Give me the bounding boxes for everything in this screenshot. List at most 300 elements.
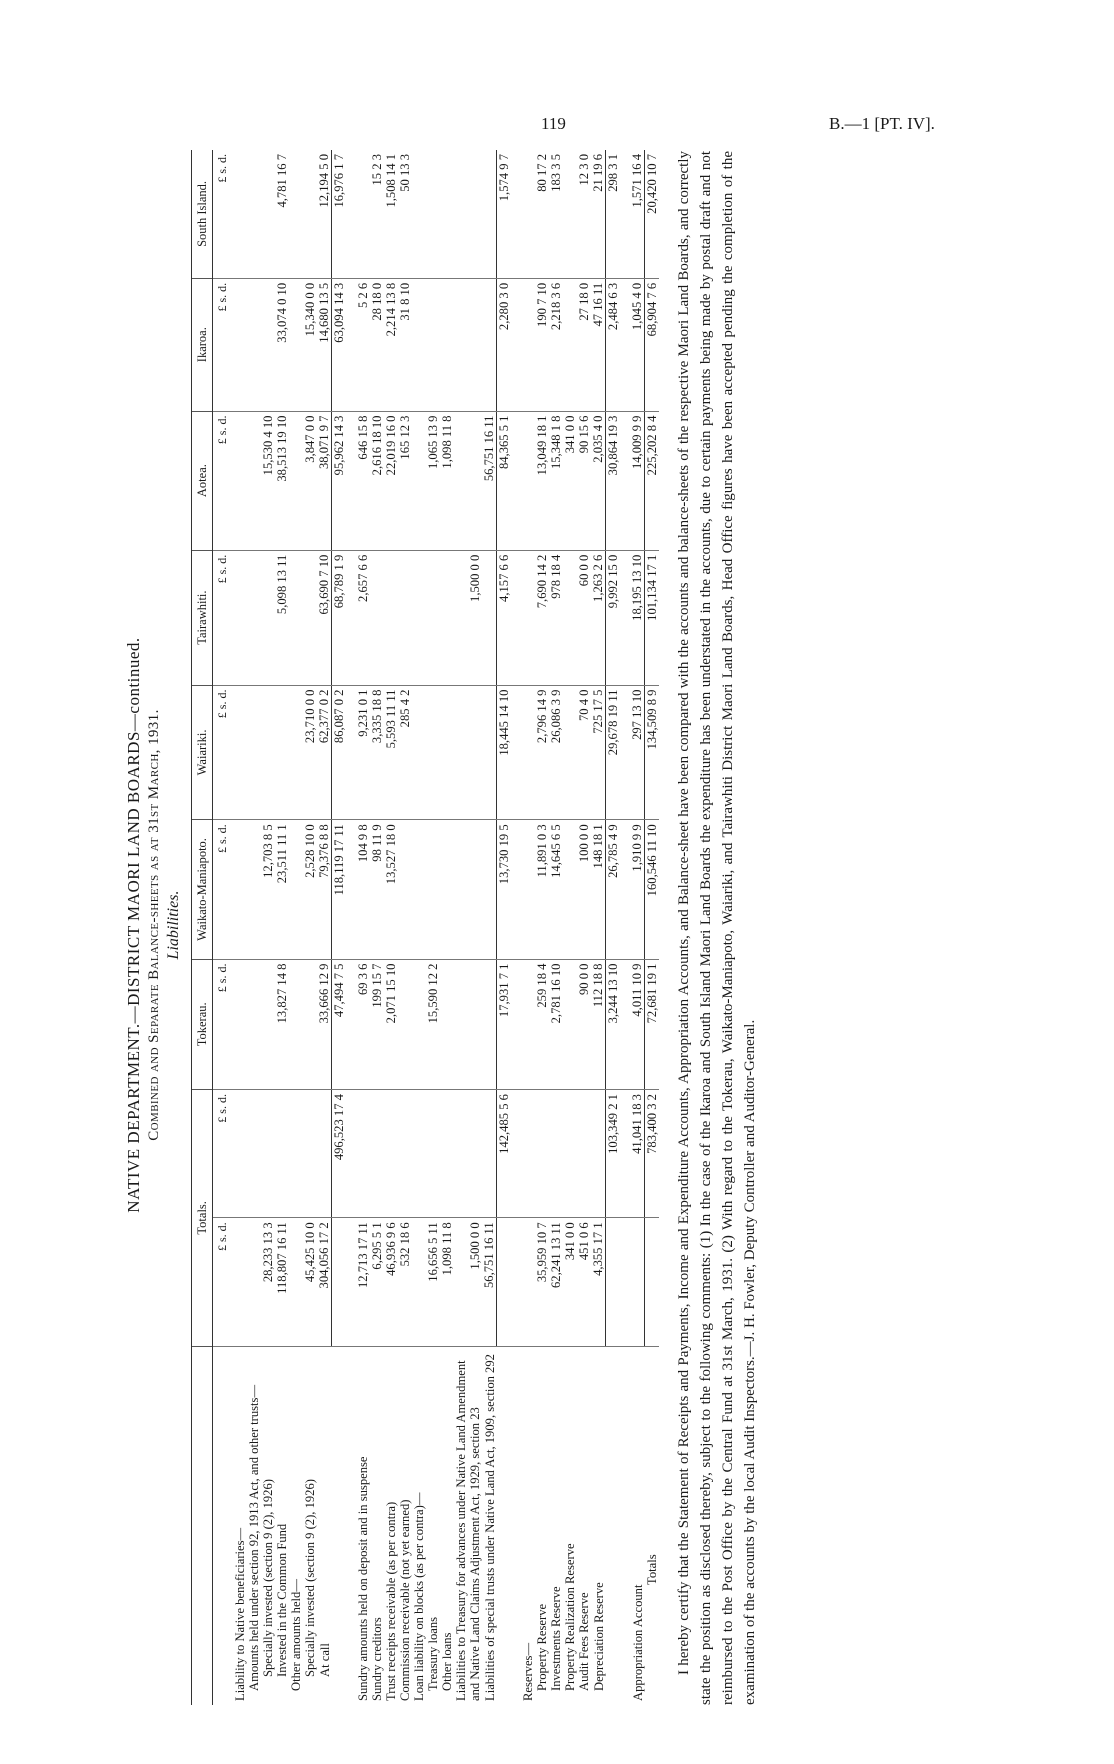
column-header-row (192, 150, 213, 1705)
amount-cell (247, 411, 261, 550)
spacer-cell (346, 278, 356, 411)
amount-cell: 63,094 14 3 (332, 278, 347, 411)
amount-cell (426, 820, 440, 959)
amount-cell (454, 820, 482, 959)
amount-cell (482, 685, 497, 820)
units-cell (213, 1346, 234, 1705)
amount-cell: 79,376 8 8 (317, 820, 332, 959)
spacer-cell (346, 1346, 356, 1705)
amount-cell (563, 150, 577, 278)
amount-cell (384, 550, 398, 685)
amount-cell (630, 1218, 645, 1346)
amount-cell: 15,348 1 8 (549, 411, 563, 550)
amount-cell (454, 959, 482, 1089)
row-label: Loan liability on blocks (as per contra)— (412, 1492, 426, 1701)
amount-cell: 23,511 11 1 (275, 820, 289, 959)
amount-cell (289, 685, 303, 820)
row-label: Liability to Native beneficiaries— (233, 1527, 247, 1701)
amount-cell: 1,065 13 9 (426, 411, 440, 550)
amount-cell (482, 150, 497, 278)
amount-cell: 3,335 18 8 (370, 685, 384, 820)
amount-cell (606, 1218, 621, 1346)
spacer-cell (346, 1090, 356, 1218)
spacer-cell (620, 685, 630, 820)
amount-cell: 142,485 5 6 (497, 1090, 512, 1218)
column-header (192, 1346, 213, 1705)
row-label: Liabilities to Treasury for advances under Native Land Amendment and Native Land Claims Adjustment Act, 1929, section 23 (454, 1360, 482, 1701)
department-title: NATIVE DEPARTMENT.—DISTRICT MAORI LAND BOARDS—continued. (124, 637, 143, 1213)
amount-cell: 5,098 13 11 (275, 550, 289, 685)
row-label: Sundry amounts held on deposit and in suspense (356, 1456, 370, 1701)
amount-cell: 2,214 13 8 (384, 278, 398, 411)
page-header (124, 145, 183, 1705)
amount-cell: 285 4 2 (398, 685, 412, 820)
rotated-page-body (120, 145, 1000, 1705)
table-row (317, 150, 332, 1705)
amount-cell: 190 7 10 (535, 278, 549, 411)
amount-cell (426, 550, 440, 685)
amount-cell (440, 685, 454, 820)
audit-certificate: I hereby certify that the Statement of Receipts and Payments, Income and Expenditure Accounts, Appropriation Accounts, and Balance-sheet have been compared with the accounts and balance-sheets of the respective Maori Land Boards, and correctly state the position as disclosed thereby, subject to the following comments: (1) In the case of the Ikaroa and South Island Maori Land Boards the expenditure has been understated in the accounts, due to certain payments being made by postal draft and not reimbursed to the Post Office by the Central Fund at 31st March, 1931. (2) With regard to the Tokerau, Waikato-Maniapoto, Waiariki, and Tairawhiti District Maori Land Boards, Head Office figures have been accepted pending the completion of the examination of the accounts by the local Audit Inspectors.—J. H. Fowler, Deputy Controller and Auditor-General. (676, 151, 758, 1705)
amount-cell (370, 550, 384, 685)
amount-cell (289, 411, 303, 550)
amount-cell (289, 150, 303, 278)
amount-cell: 18,445 14 10 (497, 685, 512, 820)
amount-cell: 1,500 0 0 (454, 550, 482, 685)
amount-cell (233, 150, 247, 278)
amount-cell: 23,710 0 0 (303, 685, 317, 820)
amount-cell (426, 278, 440, 411)
amount-cell: 1,508 14 1 (384, 150, 398, 278)
amount-cell: 4,157 6 6 (497, 550, 512, 685)
amount-cell: 33,666 12 9 (317, 959, 332, 1089)
amount-cell: 298 3 1 (606, 150, 621, 278)
subtotal-row (497, 150, 512, 1705)
table-row (630, 150, 645, 1705)
amount-cell: 2,218 3 6 (549, 278, 563, 411)
amount-cell (412, 411, 426, 550)
spacer-row (511, 150, 521, 1705)
row-label: Reserves— (521, 1642, 535, 1701)
amount-cell (412, 278, 426, 411)
amount-cell: 15,530 4 10 (261, 411, 275, 550)
amount-cell: 30,864 19 3 (606, 411, 621, 550)
amount-cell: 95,962 14 3 (332, 411, 347, 550)
amount-cell (440, 959, 454, 1089)
amount-cell: 165 12 3 (398, 411, 412, 550)
amount-cell: 47 16 11 (591, 278, 606, 411)
amount-cell: 84,365 5 1 (497, 411, 512, 550)
spacer-cell (346, 1218, 356, 1346)
amount-cell: 63,690 7 10 (317, 550, 332, 685)
amount-cell: 341 0 0 (563, 411, 577, 550)
amount-cell (303, 1090, 317, 1218)
amount-cell: 646 15 8 (356, 411, 370, 550)
amount-cell: 9,992 15 0 (606, 550, 621, 685)
amount-cell (289, 550, 303, 685)
amount-cell (549, 1090, 563, 1218)
row-label: Trust receipts receivable (as per contra) (384, 1501, 398, 1701)
amount-cell: 21 19 6 (591, 150, 606, 278)
amount-cell (247, 1218, 261, 1346)
amount-cell (440, 550, 454, 685)
row-label: Sundry creditors (370, 1617, 384, 1701)
amount-cell: 100 0 0 (577, 820, 591, 959)
liabilities-table (191, 150, 659, 1705)
amount-cell: 26,086 3 9 (549, 685, 563, 820)
amount-cell (454, 411, 482, 550)
amount-cell (370, 1090, 384, 1218)
amount-cell (521, 685, 535, 820)
amount-cell: 532 18 6 (398, 1218, 412, 1346)
amount-cell (303, 959, 317, 1089)
amount-cell: 2,071 15 10 (384, 959, 398, 1089)
amount-cell: 3,244 13 10 (606, 959, 621, 1089)
amount-cell (233, 685, 247, 820)
amount-cell (356, 1090, 370, 1218)
amount-cell (412, 1218, 426, 1346)
spacer-cell (346, 685, 356, 820)
amount-cell: 15,340 0 0 (303, 278, 317, 411)
amount-cell (317, 1090, 332, 1218)
spacer-cell (620, 550, 630, 685)
amount-cell: 2,484 6 3 (606, 278, 621, 411)
amount-cell (289, 1218, 303, 1346)
amount-cell: 46,936 9 6 (384, 1218, 398, 1346)
amount-cell (521, 278, 535, 411)
amount-cell (482, 278, 497, 411)
spacer-cell (511, 685, 521, 820)
statement-title: Combined and Separate Balance-sheets as at 31st March, 1931. (146, 709, 162, 1141)
amount-cell (233, 278, 247, 411)
amount-cell (275, 685, 289, 820)
amount-cell: 725 17 5 (591, 685, 606, 820)
amount-cell: 14,680 13 5 (317, 278, 332, 411)
amount-cell: 56,751 16 11 (482, 411, 497, 550)
amount-cell: 41,041 18 3 (630, 1090, 645, 1218)
amount-cell: 16,976 1 7 (332, 150, 347, 278)
section-title: Liabilities. (165, 890, 182, 960)
amount-cell (398, 820, 412, 959)
table-row (275, 150, 289, 1705)
totals-row (645, 150, 660, 1705)
amount-cell: 2,616 18 10 (370, 411, 384, 550)
spacer-cell (620, 1090, 630, 1218)
amount-cell: 199 15 7 (370, 959, 384, 1089)
amount-cell: 1,574 9 7 (497, 150, 512, 278)
amount-cell: 1,098 11 8 (440, 1218, 454, 1346)
document-reference: B.—1 [PT. IV]. (829, 114, 935, 133)
amount-cell: 12 3 0 (577, 150, 591, 278)
amount-cell: 2,796 14 9 (535, 685, 549, 820)
amount-cell (412, 820, 426, 959)
row-label (497, 1346, 512, 1705)
amount-cell (521, 959, 535, 1089)
amount-cell: 72,681 19 1 (645, 959, 660, 1089)
row-label: Invested in the Common Fund (275, 1523, 289, 1677)
amount-cell (482, 820, 497, 959)
amount-cell (412, 685, 426, 820)
units-cell: £ s. d. (213, 685, 234, 820)
amount-cell (454, 278, 482, 411)
amount-cell: 12,194 5 0 (317, 150, 332, 278)
units-cell: £ s. d. (213, 150, 234, 278)
table-row (454, 150, 482, 1705)
amount-cell (440, 278, 454, 411)
amount-cell (275, 1090, 289, 1218)
table-row (370, 150, 384, 1705)
amount-cell: 13,730 19 5 (497, 820, 512, 959)
amount-cell: 56,751 16 11 (482, 1218, 497, 1346)
amount-cell: 28 18 0 (370, 278, 384, 411)
row-label (606, 1346, 621, 1705)
units-cell: £ s. d. (213, 820, 234, 959)
amount-cell (247, 150, 261, 278)
amount-cell: 148 18 1 (591, 820, 606, 959)
units-cell: £ s. d. (213, 550, 234, 685)
amount-cell: 18,195 13 10 (630, 550, 645, 685)
amount-cell: 90 15 6 (577, 411, 591, 550)
amount-cell (563, 1090, 577, 1218)
amount-cell (289, 1090, 303, 1218)
row-label: Other amounts held— (289, 1579, 303, 1691)
amount-cell: 5 2 6 (356, 278, 370, 411)
amount-cell (563, 959, 577, 1089)
spacer-cell (511, 959, 521, 1089)
spacer-cell (620, 411, 630, 550)
spacer-cell (620, 278, 630, 411)
amount-cell: 86,087 0 2 (332, 685, 347, 820)
amount-cell (247, 959, 261, 1089)
amount-cell (440, 150, 454, 278)
amount-cell: 1,910 9 9 (630, 820, 645, 959)
amount-cell (289, 820, 303, 959)
table-row (303, 150, 317, 1705)
spacer-cell (511, 278, 521, 411)
table-body (233, 150, 659, 1705)
table-row (289, 150, 303, 1705)
amount-cell (332, 1218, 347, 1346)
amount-cell: 17,931 7 1 (497, 959, 512, 1089)
amount-cell: 15 2 3 (370, 150, 384, 278)
amount-cell: 13,527 18 0 (384, 820, 398, 959)
column-header: Ikaroa. (192, 278, 213, 411)
amount-cell: 27 18 0 (577, 278, 591, 411)
amount-cell: 4,355 17 1 (591, 1218, 606, 1346)
amount-cell: 2,781 16 10 (549, 959, 563, 1089)
amount-cell: 11,891 0 3 (535, 820, 549, 959)
amount-cell (247, 550, 261, 685)
amount-cell (454, 685, 482, 820)
spacer-cell (346, 150, 356, 278)
column-header: Totals. (192, 1090, 213, 1347)
spacer-cell (511, 1346, 521, 1705)
page-number: 119 (541, 114, 566, 133)
amount-cell: 4,781 16 7 (275, 150, 289, 278)
amount-cell: 69 3 6 (356, 959, 370, 1089)
amount-cell (497, 1218, 512, 1346)
amount-cell: 2,657 6 6 (356, 550, 370, 685)
amount-cell (247, 1090, 261, 1218)
table-row (440, 150, 454, 1705)
amount-cell: 29,678 19 11 (606, 685, 621, 820)
amount-cell: 20,420 10 7 (645, 150, 660, 278)
table-row (233, 150, 247, 1705)
amount-cell (384, 1090, 398, 1218)
row-label: Specially invested (section 9 (2), 1926) (261, 1479, 275, 1677)
amount-cell: 33,074 0 10 (275, 278, 289, 411)
table-row (356, 150, 370, 1705)
table-row (412, 150, 426, 1705)
row-label: Totals (645, 1554, 659, 1585)
spacer-cell (511, 411, 521, 550)
amount-cell (356, 150, 370, 278)
table-row (563, 150, 577, 1705)
column-header: Waikato-Maniapoto. (192, 820, 213, 959)
row-label: Property Realization Reserve (563, 1543, 577, 1691)
amount-cell: 783,400 3 2 (645, 1090, 660, 1218)
amount-cell (398, 959, 412, 1089)
amount-cell: 28,233 13 3 (261, 1218, 275, 1346)
amount-cell (521, 1218, 535, 1346)
amount-cell: 101,134 17 1 (645, 550, 660, 685)
units-row (213, 150, 234, 1705)
units-cell: £ s. d. (213, 1218, 234, 1346)
amount-cell: 47,494 7 5 (332, 959, 347, 1089)
amount-cell (426, 685, 440, 820)
amount-cell: 2,280 3 0 (497, 278, 512, 411)
amount-cell (426, 1090, 440, 1218)
amount-cell: 31 8 10 (398, 278, 412, 411)
amount-cell (261, 959, 275, 1089)
spacer-cell (620, 150, 630, 278)
table-row (521, 150, 535, 1705)
units-cell: £ s. d. (213, 278, 234, 411)
amount-cell: 6,295 5 1 (370, 1218, 384, 1346)
amount-cell (398, 550, 412, 685)
spacer-cell (511, 820, 521, 959)
amount-cell (261, 685, 275, 820)
amount-cell: 62,377 0 2 (317, 685, 332, 820)
row-label: Investments Reserve (549, 1586, 563, 1691)
spacer-cell (346, 959, 356, 1089)
amount-cell: 22,019 16 0 (384, 411, 398, 550)
spacer-cell (620, 959, 630, 1089)
subtotal-row (332, 150, 347, 1705)
amount-cell: 60 0 0 (577, 550, 591, 685)
amount-cell (645, 1218, 660, 1346)
column-header: Aotea. (192, 411, 213, 550)
amount-cell: 12,703 8 5 (261, 820, 275, 959)
column-header: South Island. (192, 150, 213, 278)
table-row (398, 150, 412, 1705)
amount-cell: 50 13 3 (398, 150, 412, 278)
amount-cell (521, 150, 535, 278)
table-row (591, 150, 606, 1705)
column-header: Tokerau. (192, 959, 213, 1089)
amount-cell (261, 150, 275, 278)
amount-cell (289, 278, 303, 411)
table-row (261, 150, 275, 1705)
amount-cell (233, 1218, 247, 1346)
amount-cell: 70 4 0 (577, 685, 591, 820)
table-row (384, 150, 398, 1705)
amount-cell: 80 17 2 (535, 150, 549, 278)
amount-cell (412, 150, 426, 278)
amount-cell: 13,827 14 8 (275, 959, 289, 1089)
amount-cell: 45,425 10 0 (303, 1218, 317, 1346)
amount-cell: 496,523 17 4 (332, 1090, 347, 1218)
amount-cell (233, 959, 247, 1089)
spacer-cell (620, 1346, 630, 1705)
units-cell: £ s. d. (213, 959, 234, 1089)
amount-cell (521, 820, 535, 959)
amount-cell (426, 150, 440, 278)
amount-cell (440, 1090, 454, 1218)
amount-cell: 104 9 8 (356, 820, 370, 959)
spacer-cell (511, 1218, 521, 1346)
amount-cell: 38,071 9 7 (317, 411, 332, 550)
amount-cell: 12,713 17 11 (356, 1218, 370, 1346)
amount-cell: 13,049 18 1 (535, 411, 549, 550)
row-label: Liabilities of special trusts under Native Land Act, 1909, section 292 (482, 1354, 497, 1701)
amount-cell: 2,035 4 0 (591, 411, 606, 550)
spacer-cell (511, 1090, 521, 1218)
units-cell: £ s. d. (213, 1090, 234, 1218)
amount-cell (303, 550, 317, 685)
row-label: Audit Fees Reserve (577, 1592, 591, 1691)
amount-cell (440, 820, 454, 959)
spacer-cell (346, 411, 356, 550)
amount-cell (577, 1090, 591, 1218)
amount-cell: 3,847 0 0 (303, 411, 317, 550)
amount-cell: 160,546 11 10 (645, 820, 660, 959)
table-row (535, 150, 549, 1705)
amount-cell (247, 278, 261, 411)
spacer-row (346, 150, 356, 1705)
amount-cell (303, 150, 317, 278)
amount-cell (482, 550, 497, 685)
amount-cell: 134,509 8 9 (645, 685, 660, 820)
amount-cell (454, 150, 482, 278)
table-row (426, 150, 440, 1705)
amount-cell: 5,593 11 11 (384, 685, 398, 820)
amount-cell: 7,690 14 2 (535, 550, 549, 685)
amount-cell (233, 550, 247, 685)
row-label: Other loans (440, 1632, 454, 1691)
spacer-row (620, 150, 630, 1705)
amount-cell (398, 1090, 412, 1218)
amount-cell: 90 0 0 (577, 959, 591, 1089)
amount-cell (412, 550, 426, 685)
table-row (482, 150, 497, 1705)
subtotal-row (606, 150, 621, 1705)
amount-cell: 341 0 0 (563, 1218, 577, 1346)
amount-cell: 62,241 13 11 (549, 1218, 563, 1346)
amount-cell (521, 550, 535, 685)
amount-cell: 14,645 6 5 (549, 820, 563, 959)
amount-cell (591, 1090, 606, 1218)
spacer-cell (620, 820, 630, 959)
amount-cell (454, 1090, 482, 1218)
amount-cell: 978 18 4 (549, 550, 563, 685)
column-header: Tairawhiti. (192, 550, 213, 685)
amount-cell: 451 0 6 (577, 1218, 591, 1346)
amount-cell (233, 820, 247, 959)
amount-cell: 38,513 19 10 (275, 411, 289, 550)
amount-cell: 68,789 1 9 (332, 550, 347, 685)
amount-cell (261, 1090, 275, 1218)
